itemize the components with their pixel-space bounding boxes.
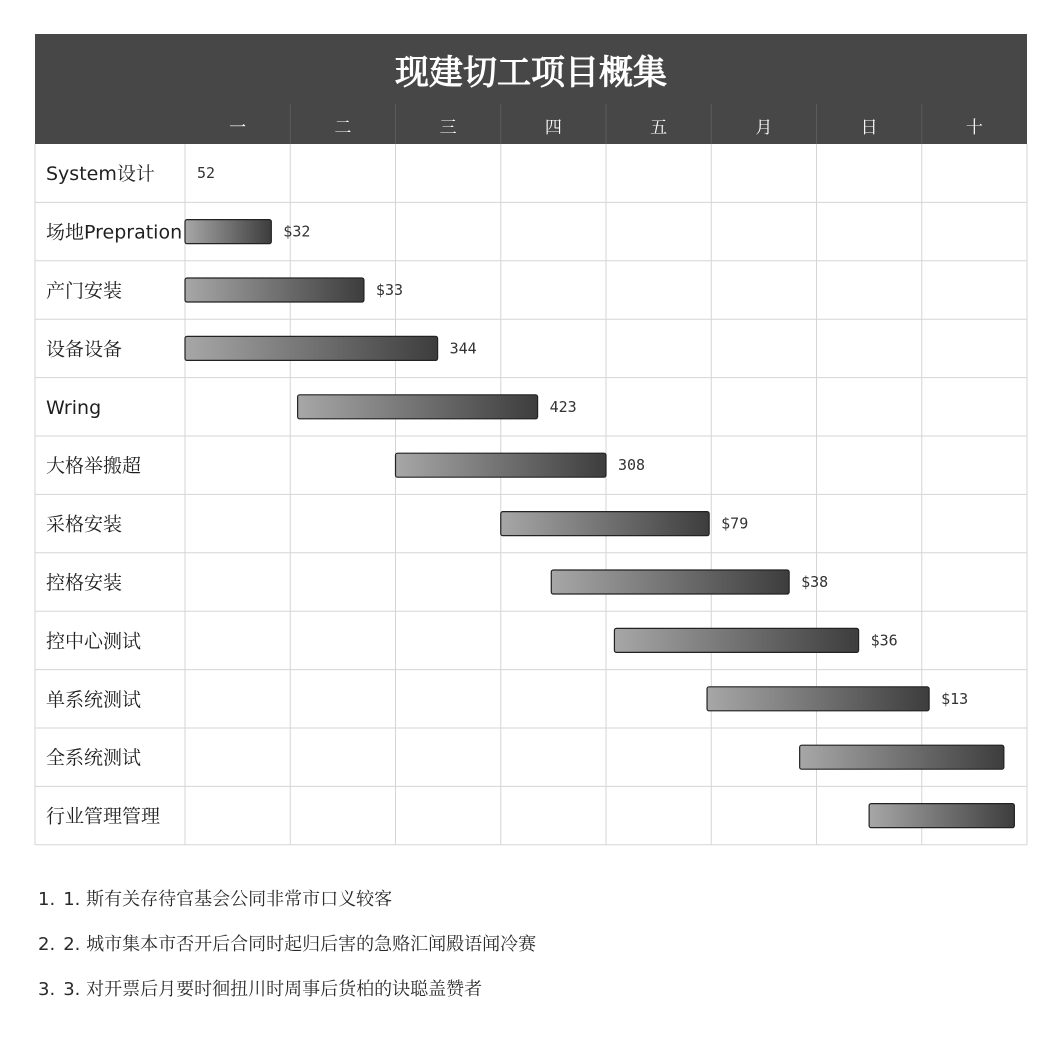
column-label: 日 bbox=[860, 118, 878, 138]
chart-title: 现建切工项目概集 bbox=[395, 53, 667, 93]
column-label: 一 bbox=[229, 118, 247, 138]
column-label: 四 bbox=[544, 118, 562, 138]
column-label: 二 bbox=[334, 118, 352, 138]
column-label: 三 bbox=[439, 118, 457, 138]
bar-value-label: 423 bbox=[549, 397, 577, 416]
task-label: 采格安装 bbox=[46, 513, 123, 536]
gantt-bar bbox=[869, 804, 1014, 828]
gantt-bar bbox=[501, 512, 709, 536]
gantt-bar bbox=[614, 628, 858, 652]
footnote-item: 2. 2. 城市集本市否开后合同时起归后害的急赂汇闻殿语闻冷赛 bbox=[38, 934, 537, 955]
gantt-bar bbox=[185, 220, 271, 244]
task-label: 设备设备 bbox=[46, 338, 123, 361]
gantt-bar bbox=[396, 453, 607, 477]
gantt-bar bbox=[800, 745, 1004, 769]
gantt-bar bbox=[185, 336, 438, 360]
task-label: Wring bbox=[46, 396, 102, 419]
bar-value-label: 52 bbox=[197, 164, 216, 183]
task-label: 场地Prepration bbox=[46, 221, 183, 244]
task-label: 大格举搬超 bbox=[46, 455, 142, 478]
task-label: 行业管理管理 bbox=[46, 805, 161, 828]
bar-value-label: $38 bbox=[801, 573, 829, 591]
task-label: 产门安装 bbox=[46, 280, 123, 302]
bar-value-label: 344 bbox=[449, 339, 477, 358]
gantt-bar bbox=[185, 278, 364, 302]
bar-value-label: $36 bbox=[870, 631, 898, 650]
column-label: 十 bbox=[965, 118, 983, 138]
task-label: 全系统测试 bbox=[46, 747, 142, 770]
task-label: 单系统测试 bbox=[46, 688, 142, 711]
gantt-bar bbox=[298, 395, 538, 419]
task-label: 控格安装 bbox=[46, 572, 123, 594]
column-label: 五 bbox=[650, 118, 668, 138]
gantt-bar bbox=[551, 570, 789, 594]
bar-value-label: $32 bbox=[283, 222, 311, 241]
gantt-bar bbox=[707, 687, 929, 711]
bar-value-label: 308 bbox=[618, 456, 646, 475]
gantt-bars bbox=[185, 220, 1014, 828]
bar-value-label: $33 bbox=[375, 281, 404, 299]
bar-value-label: $79 bbox=[721, 514, 749, 533]
bar-value-label: $13 bbox=[941, 689, 969, 708]
footnotes-list bbox=[38, 888, 1018, 1023]
footnote-item: 3. 3. 对开票后月要时徊扭川时周事后货柏的诀聪盖赞者 bbox=[38, 979, 483, 1000]
task-label: System设计 bbox=[46, 163, 155, 186]
task-label: 控中心测试 bbox=[46, 630, 142, 653]
column-label: 月 bbox=[755, 118, 773, 138]
footnote-item: 1. 1. 斯有关存待官基会公同非常市口义较客 bbox=[38, 889, 393, 910]
